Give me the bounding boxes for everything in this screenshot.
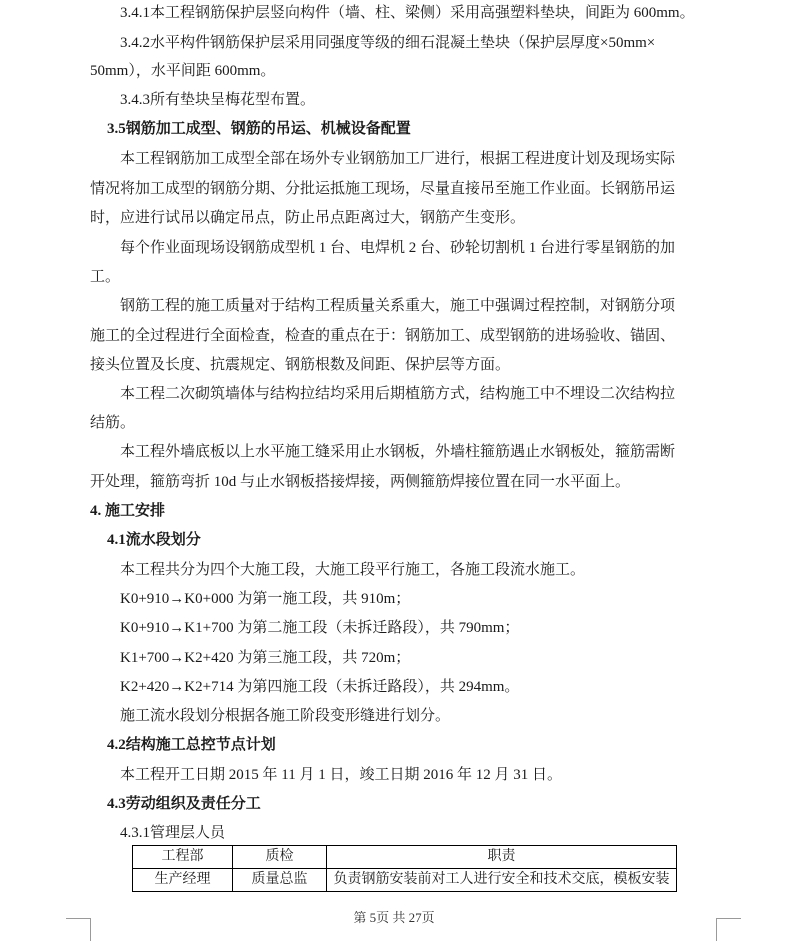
paragraph-line: 本工程钢筋加工成型全部在场外专业钢筋加工厂进行，根据工程进度计划及现场实际 bbox=[120, 151, 676, 167]
paragraph-line: 钢筋工程的施工质量对于结构工程质量关系重大，施工中强调过程控制，对钢筋分项 bbox=[120, 298, 676, 314]
paragraph-line: 结筋。 bbox=[90, 415, 136, 431]
heading-4: 4. 施工安排 bbox=[90, 503, 166, 519]
paragraph-line: 本工程外墙底板以上水平施工缝采用止水钢板，外墙柱箍筋遇止水钢板处，箍筋需断 bbox=[120, 444, 676, 460]
table-header-cell: 工程部 bbox=[133, 846, 233, 869]
segment-2: K0+910→K1+700 为第二施工段（未拆迁路段），共 790mm； bbox=[120, 620, 520, 636]
paragraph-3-4-2-line1: 3.4.2水平构件钢筋保护层采用同强度等级的细石混凝土垫块（保护层厚度×50mm× bbox=[120, 35, 656, 51]
table-header-cell: 职责 bbox=[327, 846, 677, 869]
paragraph-3-4-3: 3.4.3所有垫块呈梅花型布置。 bbox=[120, 92, 316, 108]
page-number-footer: 第 5页 共 27页 bbox=[353, 910, 435, 925]
segment-3: K1+700→K2+420 为第三施工段，共 720m； bbox=[120, 650, 411, 666]
heading-4-1: 4.1流水段划分 bbox=[107, 532, 201, 548]
segment-1: K0+910→K0+000 为第一施工段，共 910m； bbox=[120, 591, 411, 607]
heading-4-3: 4.3劳动组织及责任分工 bbox=[107, 796, 261, 812]
paragraph-3-4-1: 3.4.1本工程钢筋保护层竖向构件（墙、柱、梁侧）采用高强塑料垫块，间距为 600mm。 bbox=[120, 5, 695, 21]
paragraph-line: 工。 bbox=[90, 269, 121, 285]
table-cell: 质量总监 bbox=[233, 869, 327, 892]
table-cell: 生产经理 bbox=[133, 869, 233, 892]
paragraph-line: 每个作业面现场设钢筋成型机 1 台、电焊机 2 台、砂轮切割机 1 台进行零星钢筋的加 bbox=[120, 240, 676, 256]
paragraph-line: 时，应进行试吊以确定吊点，防止吊点距离过大，钢筋产生变形。 bbox=[90, 210, 526, 226]
paragraph-line: 施工的全过程进行全面检查，检查的重点在于：钢筋加工、成型钢筋的进场验收、锚固、 bbox=[90, 328, 676, 344]
heading-4-2: 4.2结构施工总控节点计划 bbox=[107, 737, 276, 753]
paragraph-4-3-1: 4.3.1管理层人员 bbox=[120, 825, 226, 841]
table-header-row bbox=[133, 846, 677, 869]
segment-4: K2+420→K2+714 为第四施工段（未拆迁路段），共 294mm。 bbox=[120, 679, 520, 695]
paragraph-line: 开处理，箍筋弯折 10d 与止水钢板搭接焊接，两侧箍筋焊接位置在同一水平面上。 bbox=[90, 474, 631, 490]
heading-3-5: 3.5钢筋加工成型、钢筋的吊运、机械设备配置 bbox=[107, 121, 411, 137]
table-header-cell: 质检 bbox=[233, 846, 327, 869]
staff-table bbox=[132, 845, 677, 892]
paragraph-line: 情况将加工成型的钢筋分期、分批运抵施工现场，尽量直接吊至施工作业面。长钢筋吊运 bbox=[90, 181, 676, 197]
paragraph-line: 本工程二次砌筑墙体与结构拉结均采用后期植筋方式，结构施工中不埋设二次结构拉 bbox=[120, 386, 676, 402]
paragraph-line: 本工程开工日期 2015 年 11 月 1 日，竣工日期 2016 年 12 月 31 日。 bbox=[120, 767, 562, 783]
paragraph-line: 本工程共分为四个大施工段，大施工段平行施工，各施工段流水施工。 bbox=[120, 562, 586, 578]
table-cell: 负责钢筋安装前对工人进行安全和技术交底，模板安装 bbox=[327, 869, 677, 892]
paragraph-line: 施工流水段划分根据各施工阶段变形缝进行划分。 bbox=[120, 708, 451, 724]
table-row bbox=[133, 869, 677, 892]
paragraph-line: 接头位置及长度、抗震规定、钢筋根数及间距、保护层等方面。 bbox=[90, 357, 511, 373]
paragraph-3-4-2-line2: 50mm），水平间距 600mm。 bbox=[90, 63, 276, 79]
